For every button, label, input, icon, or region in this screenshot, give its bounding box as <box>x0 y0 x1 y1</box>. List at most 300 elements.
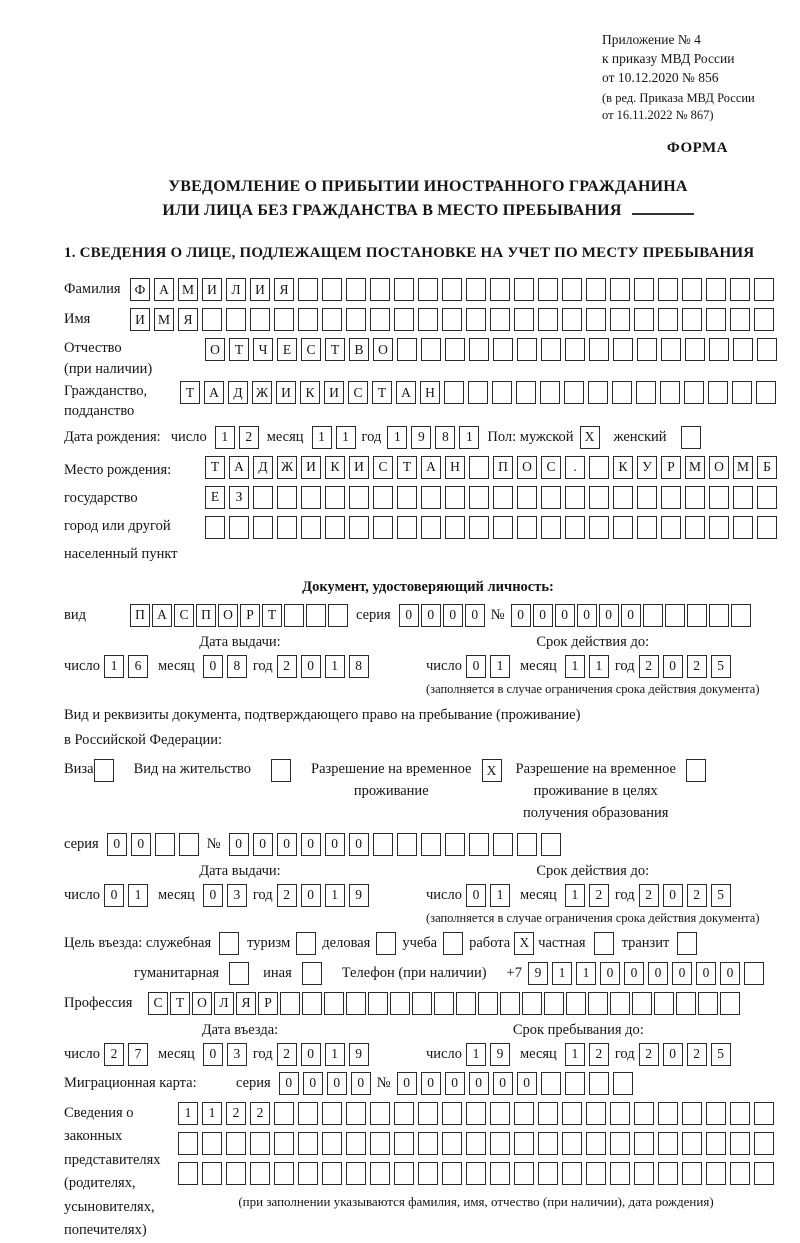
char-cell[interactable]: Т <box>205 456 225 479</box>
char-cell[interactable] <box>709 516 729 539</box>
char-cell[interactable] <box>490 1162 510 1185</box>
char-cell[interactable]: Д <box>253 456 273 479</box>
char-cell[interactable] <box>442 308 462 331</box>
char-cell[interactable] <box>349 516 369 539</box>
char-cell[interactable] <box>280 992 300 1015</box>
char-cell[interactable]: 0 <box>648 962 668 985</box>
char-cell[interactable]: 0 <box>720 962 740 985</box>
char-cell[interactable]: К <box>325 456 345 479</box>
char-cell[interactable]: Е <box>277 338 297 361</box>
char-cell[interactable] <box>586 1132 606 1155</box>
char-cell[interactable]: 0 <box>421 604 441 627</box>
char-cell[interactable] <box>202 1162 222 1185</box>
char-cell[interactable] <box>493 486 513 509</box>
char-cell[interactable] <box>538 278 558 301</box>
char-cell[interactable]: И <box>349 456 369 479</box>
char-cell[interactable] <box>466 1102 486 1125</box>
char-cell[interactable]: 2 <box>639 884 659 907</box>
char-cell[interactable] <box>541 1072 561 1095</box>
char-cell[interactable] <box>634 278 654 301</box>
char-cell[interactable]: 2 <box>250 1102 270 1125</box>
char-cell[interactable]: 0 <box>696 962 716 985</box>
char-cell[interactable]: И <box>130 308 150 331</box>
char-cell[interactable] <box>613 338 633 361</box>
char-cell[interactable] <box>324 992 344 1015</box>
char-cell[interactable] <box>706 1162 726 1185</box>
char-cell[interactable] <box>370 1102 390 1125</box>
char-cell[interactable]: 1 <box>565 1043 585 1066</box>
char-cell[interactable] <box>654 992 674 1015</box>
char-cell[interactable]: М <box>154 308 174 331</box>
char-cell[interactable]: 0 <box>466 884 486 907</box>
char-cell[interactable] <box>468 381 488 404</box>
char-cell[interactable] <box>709 486 729 509</box>
char-cell[interactable]: 0 <box>445 1072 465 1095</box>
char-cell[interactable]: 1 <box>552 962 572 985</box>
char-cell[interactable] <box>490 308 510 331</box>
char-cell[interactable]: 1 <box>325 884 345 907</box>
char-cell[interactable] <box>516 381 536 404</box>
char-cell[interactable] <box>661 338 681 361</box>
sex-female-checkbox[interactable] <box>681 426 701 449</box>
char-cell[interactable]: И <box>202 278 222 301</box>
char-cell[interactable] <box>250 1132 270 1155</box>
char-cell[interactable] <box>706 308 726 331</box>
char-cell[interactable] <box>589 456 609 479</box>
char-cell[interactable] <box>733 338 753 361</box>
char-cell[interactable] <box>298 308 318 331</box>
char-cell[interactable]: С <box>148 992 168 1015</box>
char-cell[interactable] <box>589 486 609 509</box>
char-cell[interactable] <box>665 604 685 627</box>
char-cell[interactable] <box>442 1132 462 1155</box>
char-cell[interactable] <box>253 486 273 509</box>
char-cell[interactable] <box>706 278 726 301</box>
char-cell[interactable]: 0 <box>672 962 692 985</box>
char-cell[interactable] <box>346 1132 366 1155</box>
char-cell[interactable]: О <box>205 338 225 361</box>
char-cell[interactable] <box>658 1132 678 1155</box>
char-cell[interactable] <box>493 516 513 539</box>
char-cell[interactable] <box>720 992 740 1015</box>
char-cell[interactable]: 2 <box>687 655 707 678</box>
char-cell[interactable] <box>562 1102 582 1125</box>
char-cell[interactable] <box>658 278 678 301</box>
char-cell[interactable] <box>421 516 441 539</box>
char-cell[interactable] <box>325 486 345 509</box>
char-cell[interactable]: 2 <box>589 884 609 907</box>
char-cell[interactable] <box>637 338 657 361</box>
char-cell[interactable]: Н <box>420 381 440 404</box>
char-cell[interactable]: 0 <box>465 604 485 627</box>
char-cell[interactable]: М <box>685 456 705 479</box>
purpose-tourism-checkbox[interactable] <box>296 932 316 955</box>
char-cell[interactable] <box>469 338 489 361</box>
char-cell[interactable]: Я <box>178 308 198 331</box>
char-cell[interactable] <box>178 1162 198 1185</box>
char-cell[interactable]: Р <box>661 456 681 479</box>
char-cell[interactable] <box>757 516 777 539</box>
char-cell[interactable] <box>698 992 718 1015</box>
char-cell[interactable] <box>349 486 369 509</box>
char-cell[interactable] <box>637 516 657 539</box>
char-cell[interactable]: 5 <box>711 655 731 678</box>
char-cell[interactable] <box>658 308 678 331</box>
char-cell[interactable]: О <box>517 456 537 479</box>
char-cell[interactable]: З <box>229 486 249 509</box>
char-cell[interactable]: 0 <box>399 604 419 627</box>
char-cell[interactable] <box>610 308 630 331</box>
char-cell[interactable]: 0 <box>301 884 321 907</box>
char-cell[interactable] <box>682 1102 702 1125</box>
char-cell[interactable] <box>754 1132 774 1155</box>
char-cell[interactable] <box>730 1132 750 1155</box>
char-cell[interactable] <box>434 992 454 1015</box>
char-cell[interactable] <box>394 1132 414 1155</box>
char-cell[interactable] <box>586 1102 606 1125</box>
char-cell[interactable] <box>322 278 342 301</box>
char-cell[interactable]: П <box>130 604 150 627</box>
char-cell[interactable]: А <box>229 456 249 479</box>
char-cell[interactable] <box>466 1132 486 1155</box>
char-cell[interactable] <box>370 1162 390 1185</box>
char-cell[interactable] <box>421 338 441 361</box>
char-cell[interactable]: 7 <box>128 1043 148 1066</box>
char-cell[interactable] <box>373 486 393 509</box>
char-cell[interactable]: А <box>204 381 224 404</box>
char-cell[interactable] <box>418 308 438 331</box>
char-cell[interactable]: Ж <box>277 456 297 479</box>
char-cell[interactable]: 0 <box>349 833 369 856</box>
char-cell[interactable]: 0 <box>511 604 531 627</box>
char-cell[interactable]: Б <box>757 456 777 479</box>
char-cell[interactable]: 2 <box>277 1043 297 1066</box>
char-cell[interactable]: Н <box>445 456 465 479</box>
char-cell[interactable] <box>514 1162 534 1185</box>
char-cell[interactable]: 0 <box>663 884 683 907</box>
visa-checkbox[interactable] <box>94 759 114 782</box>
char-cell[interactable]: 0 <box>663 655 683 678</box>
char-cell[interactable] <box>274 1102 294 1125</box>
char-cell[interactable] <box>733 486 753 509</box>
char-cell[interactable]: 5 <box>711 1043 731 1066</box>
char-cell[interactable]: 0 <box>624 962 644 985</box>
char-cell[interactable] <box>306 604 326 627</box>
char-cell[interactable]: 3 <box>227 884 247 907</box>
char-cell[interactable]: 2 <box>277 655 297 678</box>
char-cell[interactable]: С <box>541 456 561 479</box>
char-cell[interactable]: 1 <box>490 655 510 678</box>
char-cell[interactable]: 0 <box>229 833 249 856</box>
char-cell[interactable]: 1 <box>466 1043 486 1066</box>
char-cell[interactable] <box>636 381 656 404</box>
char-cell[interactable]: 0 <box>327 1072 347 1095</box>
char-cell[interactable] <box>756 381 776 404</box>
char-cell[interactable]: . <box>565 456 585 479</box>
char-cell[interactable] <box>757 486 777 509</box>
char-cell[interactable] <box>730 1102 750 1125</box>
char-cell[interactable] <box>661 486 681 509</box>
char-cell[interactable] <box>301 516 321 539</box>
char-cell[interactable] <box>522 992 542 1015</box>
char-cell[interactable]: Ч <box>253 338 273 361</box>
char-cell[interactable]: 1 <box>104 655 124 678</box>
char-cell[interactable] <box>394 1102 414 1125</box>
char-cell[interactable] <box>754 1102 774 1125</box>
char-cell[interactable] <box>445 833 465 856</box>
char-cell[interactable]: Т <box>170 992 190 1015</box>
char-cell[interactable]: Т <box>325 338 345 361</box>
char-cell[interactable]: 2 <box>639 1043 659 1066</box>
char-cell[interactable] <box>541 516 561 539</box>
char-cell[interactable]: 2 <box>226 1102 246 1125</box>
char-cell[interactable]: 0 <box>104 884 124 907</box>
char-cell[interactable] <box>565 486 585 509</box>
char-cell[interactable]: 1 <box>325 1043 345 1066</box>
char-cell[interactable]: 1 <box>312 426 332 449</box>
char-cell[interactable]: 0 <box>466 655 486 678</box>
char-cell[interactable]: С <box>174 604 194 627</box>
char-cell[interactable] <box>687 604 707 627</box>
char-cell[interactable] <box>226 1132 246 1155</box>
char-cell[interactable] <box>178 1132 198 1155</box>
char-cell[interactable] <box>418 1132 438 1155</box>
char-cell[interactable] <box>731 604 751 627</box>
char-cell[interactable] <box>277 516 297 539</box>
char-cell[interactable] <box>589 338 609 361</box>
char-cell[interactable]: С <box>348 381 368 404</box>
char-cell[interactable]: Я <box>274 278 294 301</box>
char-cell[interactable]: 0 <box>107 833 127 856</box>
purpose-private-checkbox[interactable] <box>594 932 614 955</box>
char-cell[interactable]: 1 <box>589 655 609 678</box>
char-cell[interactable] <box>298 278 318 301</box>
char-cell[interactable]: 1 <box>459 426 479 449</box>
char-cell[interactable] <box>637 486 657 509</box>
char-cell[interactable] <box>205 516 225 539</box>
char-cell[interactable] <box>469 516 489 539</box>
char-cell[interactable] <box>634 1132 654 1155</box>
char-cell[interactable]: С <box>373 456 393 479</box>
char-cell[interactable] <box>730 1162 750 1185</box>
purpose-humanitarian-checkbox[interactable] <box>229 962 249 985</box>
char-cell[interactable] <box>709 604 729 627</box>
char-cell[interactable]: Я <box>236 992 256 1015</box>
char-cell[interactable] <box>250 308 270 331</box>
char-cell[interactable]: 8 <box>435 426 455 449</box>
char-cell[interactable]: У <box>637 456 657 479</box>
char-cell[interactable]: 0 <box>351 1072 371 1095</box>
char-cell[interactable] <box>322 1162 342 1185</box>
char-cell[interactable]: 9 <box>528 962 548 985</box>
char-cell[interactable] <box>754 308 774 331</box>
char-cell[interactable]: 1 <box>565 884 585 907</box>
char-cell[interactable] <box>302 992 322 1015</box>
char-cell[interactable]: А <box>396 381 416 404</box>
char-cell[interactable]: 9 <box>411 426 431 449</box>
char-cell[interactable] <box>277 486 297 509</box>
char-cell[interactable] <box>322 308 342 331</box>
char-cell[interactable] <box>588 992 608 1015</box>
char-cell[interactable]: 1 <box>576 962 596 985</box>
char-cell[interactable]: 2 <box>687 1043 707 1066</box>
char-cell[interactable] <box>346 992 366 1015</box>
char-cell[interactable] <box>588 381 608 404</box>
purpose-official-checkbox[interactable] <box>219 932 239 955</box>
char-cell[interactable] <box>562 1162 582 1185</box>
char-cell[interactable] <box>517 486 537 509</box>
char-cell[interactable] <box>706 1102 726 1125</box>
char-cell[interactable] <box>445 516 465 539</box>
char-cell[interactable] <box>412 992 432 1015</box>
char-cell[interactable]: К <box>613 456 633 479</box>
char-cell[interactable] <box>284 604 304 627</box>
temp-permit-checkbox[interactable]: X <box>482 759 502 782</box>
char-cell[interactable]: Л <box>214 992 234 1015</box>
char-cell[interactable]: 0 <box>577 604 597 627</box>
char-cell[interactable] <box>274 1132 294 1155</box>
char-cell[interactable]: П <box>196 604 216 627</box>
char-cell[interactable]: 8 <box>349 655 369 678</box>
char-cell[interactable]: 2 <box>589 1043 609 1066</box>
char-cell[interactable]: 9 <box>349 1043 369 1066</box>
char-cell[interactable] <box>634 1162 654 1185</box>
char-cell[interactable]: Т <box>372 381 392 404</box>
char-cell[interactable]: С <box>301 338 321 361</box>
char-cell[interactable] <box>538 1162 558 1185</box>
char-cell[interactable]: 0 <box>131 833 151 856</box>
char-cell[interactable] <box>565 1072 585 1095</box>
char-cell[interactable] <box>298 1102 318 1125</box>
char-cell[interactable]: 0 <box>301 655 321 678</box>
char-cell[interactable]: О <box>373 338 393 361</box>
char-cell[interactable] <box>660 381 680 404</box>
char-cell[interactable] <box>490 1102 510 1125</box>
char-cell[interactable] <box>682 308 702 331</box>
char-cell[interactable] <box>346 1162 366 1185</box>
char-cell[interactable]: Р <box>258 992 278 1015</box>
char-cell[interactable]: Т <box>397 456 417 479</box>
char-cell[interactable] <box>634 1102 654 1125</box>
char-cell[interactable]: Т <box>180 381 200 404</box>
residence-permit-checkbox[interactable] <box>271 759 291 782</box>
char-cell[interactable] <box>466 278 486 301</box>
char-cell[interactable]: 1 <box>202 1102 222 1125</box>
char-cell[interactable]: И <box>250 278 270 301</box>
char-cell[interactable] <box>754 278 774 301</box>
char-cell[interactable] <box>744 962 764 985</box>
char-cell[interactable] <box>250 1162 270 1185</box>
char-cell[interactable] <box>757 338 777 361</box>
char-cell[interactable]: 2 <box>687 884 707 907</box>
char-cell[interactable] <box>202 308 222 331</box>
char-cell[interactable] <box>444 381 464 404</box>
char-cell[interactable] <box>706 1132 726 1155</box>
purpose-study-checkbox[interactable] <box>443 932 463 955</box>
char-cell[interactable]: О <box>192 992 212 1015</box>
char-cell[interactable] <box>155 833 175 856</box>
char-cell[interactable] <box>442 1102 462 1125</box>
char-cell[interactable] <box>328 604 348 627</box>
char-cell[interactable]: 2 <box>277 884 297 907</box>
char-cell[interactable] <box>658 1162 678 1185</box>
char-cell[interactable] <box>274 1162 294 1185</box>
char-cell[interactable] <box>493 833 513 856</box>
char-cell[interactable] <box>445 338 465 361</box>
char-cell[interactable] <box>566 992 586 1015</box>
char-cell[interactable] <box>730 308 750 331</box>
char-cell[interactable] <box>685 486 705 509</box>
char-cell[interactable] <box>226 308 246 331</box>
char-cell[interactable] <box>456 992 476 1015</box>
char-cell[interactable] <box>493 338 513 361</box>
temp-permit-edu-checkbox[interactable] <box>686 759 706 782</box>
char-cell[interactable] <box>589 1072 609 1095</box>
char-cell[interactable]: Р <box>240 604 260 627</box>
char-cell[interactable] <box>298 1132 318 1155</box>
char-cell[interactable] <box>370 1132 390 1155</box>
char-cell[interactable] <box>397 486 417 509</box>
char-cell[interactable]: 0 <box>303 1072 323 1095</box>
char-cell[interactable] <box>682 1132 702 1155</box>
char-cell[interactable]: А <box>152 604 172 627</box>
char-cell[interactable] <box>418 278 438 301</box>
char-cell[interactable]: 0 <box>325 833 345 856</box>
char-cell[interactable] <box>541 486 561 509</box>
char-cell[interactable] <box>541 338 561 361</box>
char-cell[interactable]: 0 <box>517 1072 537 1095</box>
char-cell[interactable] <box>541 833 561 856</box>
char-cell[interactable] <box>442 1162 462 1185</box>
char-cell[interactable]: А <box>421 456 441 479</box>
char-cell[interactable]: 0 <box>203 1043 223 1066</box>
char-cell[interactable] <box>754 1162 774 1185</box>
char-cell[interactable]: Ж <box>252 381 272 404</box>
char-cell[interactable] <box>732 381 752 404</box>
char-cell[interactable] <box>500 992 520 1015</box>
char-cell[interactable] <box>490 1132 510 1155</box>
char-cell[interactable]: Е <box>205 486 225 509</box>
char-cell[interactable]: 0 <box>493 1072 513 1095</box>
char-cell[interactable] <box>517 833 537 856</box>
char-cell[interactable] <box>709 338 729 361</box>
char-cell[interactable]: Ф <box>130 278 150 301</box>
char-cell[interactable]: И <box>301 456 321 479</box>
sex-male-checkbox[interactable]: X <box>580 426 600 449</box>
char-cell[interactable]: 0 <box>599 604 619 627</box>
char-cell[interactable] <box>301 486 321 509</box>
char-cell[interactable] <box>418 1102 438 1125</box>
char-cell[interactable]: О <box>218 604 238 627</box>
char-cell[interactable]: 9 <box>490 1043 510 1066</box>
char-cell[interactable]: В <box>349 338 369 361</box>
char-cell[interactable] <box>179 833 199 856</box>
char-cell[interactable]: 9 <box>349 884 369 907</box>
char-cell[interactable] <box>469 456 489 479</box>
char-cell[interactable] <box>469 486 489 509</box>
char-cell[interactable]: 0 <box>443 604 463 627</box>
char-cell[interactable] <box>421 486 441 509</box>
char-cell[interactable] <box>730 278 750 301</box>
char-cell[interactable] <box>202 1132 222 1155</box>
char-cell[interactable] <box>538 1132 558 1155</box>
char-cell[interactable] <box>466 1162 486 1185</box>
char-cell[interactable]: 0 <box>397 1072 417 1095</box>
char-cell[interactable]: 1 <box>325 655 345 678</box>
char-cell[interactable]: 1 <box>128 884 148 907</box>
char-cell[interactable]: 0 <box>277 833 297 856</box>
char-cell[interactable] <box>373 833 393 856</box>
